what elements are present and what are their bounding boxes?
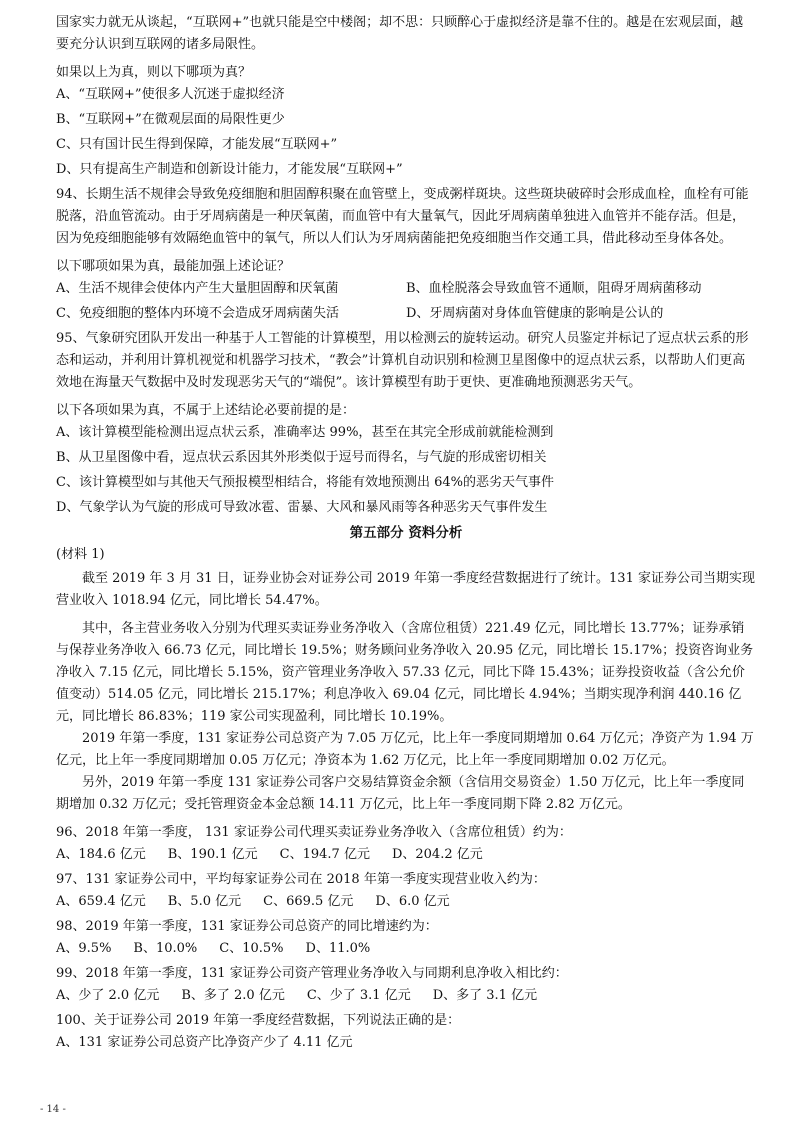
q96-options xyxy=(56,844,756,866)
q97-option-d: D、6.0 亿元 xyxy=(375,894,450,909)
q95-stem: 95、气象研究团队开发出一种基于人工智能的计算模型，用以检测云的旋转运动。研究人员鉴定并标记了逗点状云系的形态和运动，并利用计算机视觉和机器学习技术，“教会”计算机自动识别和检测卫星图像中的逗点状云系，以帮助人们更高效地在海量天气数据中及时发现恶劣天气的“端倪”。该计算模型有助于更快、更准确地预测恶劣天气。 xyxy=(56,331,749,390)
q95-option-d: D、气象学认为气旋的形成可导致冰雹、雷暴、大风和暴风雨等各种恶劣天气事件发生 xyxy=(56,500,548,515)
q94-stem: 94、长期生活不规律会导致免疫细胞和胆固醇积聚在血管壁上，变成粥样斑块。这些斑块破碎时会形成血栓，血栓有可能脱落，沿血管流动。由于牙周病菌是一种厌氧菌，而血管中有大量氧气，因此牙周病菌单独进入血管并不能存活。但是，因为免疫细胞能够有效隔绝血管中的氧气，所以人们认为牙周病菌能把免疫细胞当作交通工具，借此移动至身体各处。 xyxy=(56,187,749,246)
q99-stem: 99、2018 年第一季度，131 家证券公司资产管理业务净收入与同期利息净收入相比约： xyxy=(56,966,568,981)
q96-option-a: A、184.6 亿元 xyxy=(56,847,146,862)
q98-stem: 98、2019 年第一季度，131 家证券公司总资产的同比增速约为： xyxy=(56,919,438,934)
q98-option-b: B、10.0% xyxy=(133,941,198,956)
q98-option-c: C、10.5% xyxy=(219,941,284,956)
q95-option-c: C、该计算模型如与其他天气预报模型相结合，将能有效地预测出 64%的恶劣天气事件 xyxy=(56,475,554,490)
q93-option-d: D、只有提高生产制造和创新设计能力，才能发展“互联网+” xyxy=(56,162,403,177)
q98-option-a: A、9.5% xyxy=(56,941,112,956)
q94-option-b: B、血栓脱落会导致血管不通顺，阻碍牙周病菌移动 xyxy=(406,281,702,296)
q94-options-row-1 xyxy=(56,278,756,300)
material-paragraph: 另外，2019 年第一季度 131 家证券公司客户交易结算资金余额（含信用交易资金）1.50 万亿元，比上年一季度同期增加 0.32 万亿元；受托管理资金本金总额 14.11 万亿元，比上年一季度同期下降 2.82 万亿元。 xyxy=(56,775,745,812)
page-number: - 14 - xyxy=(40,1104,66,1115)
q99-option-d: D、多了 3.1 亿元 xyxy=(432,988,538,1003)
q100-option-a: A、131 家证券公司总资产比净资产少了 4.11 亿元 xyxy=(56,1035,353,1050)
q96-option-b: B、190.1 亿元 xyxy=(167,847,258,862)
q100-stem: 100、关于证券公司 2019 年第一季度经营数据，下列说法正确的是： xyxy=(56,1013,461,1028)
q99-option-a: A、少了 2.0 亿元 xyxy=(56,988,160,1003)
q93-question: 如果以上为真，则以下哪项为真？ xyxy=(56,65,252,80)
q97-option-c: C、669.5 亿元 xyxy=(263,894,354,909)
q93-option-c: C、只有国计民生得到保障，才能发展“互联网+” xyxy=(56,137,338,152)
q97-options xyxy=(56,891,756,913)
q99-option-b: B、多了 2.0 亿元 xyxy=(181,988,285,1003)
q97-option-a: A、659.4 亿元 xyxy=(56,894,146,909)
material-paragraph: 2019 年第一季度，131 家证券公司总资产为 7.05 万亿元，比上年一季度同期增加 0.64 万亿元；净资产为 1.94 万亿元，比上年一季度同期增加 0.05 万亿元；净资本为 1.62 万亿元，比上年一季度同期增加 0.02 万亿元。 xyxy=(56,731,754,768)
q96-option-c: C、194.7 亿元 xyxy=(279,847,370,862)
q96-option-d: D、204.2 亿元 xyxy=(391,847,483,862)
q94-option-c: C、免疫细胞的整体内环境不会造成牙周病菌失活 xyxy=(56,306,339,321)
q98-options xyxy=(56,938,756,960)
section-title: 第五部分 资料分析 xyxy=(349,525,463,541)
q93-option-b: B、“互联网+”在微观层面的局限性更少 xyxy=(56,112,285,127)
material-label: (材料 1) xyxy=(56,547,105,562)
q98-option-d: D、11.0% xyxy=(305,941,371,956)
q94-question: 以下哪项如果为真，最能加强上述论证？ xyxy=(56,259,291,274)
q95-option-a: A、该计算模型能检测出逗点状云系，准确率达 99%，甚至在其完全形成前就能检测到 xyxy=(56,425,554,440)
material-paragraph: 其中，各主营业务收入分别为代理买卖证券业务净收入（含席位租赁）221.49 亿元，同比增长 13.77%；证券承销与保荐业务净收入 66.73 亿元，同比增长 19.5%；财务顾问业务净收入 20.95 亿元，同比增长 15.17%；投资咨询业务净收入 7.15 亿元，同比增长 5.15%，资产管理业务净收入 57.33 亿元，同比下降 15.43%；证券投资收益（含公允价值变动）514.05 亿元，同比增长 215.17%；利息净收入 69.04 亿元，同比增长 4.94%；当期实现净利润 440.16 亿元，同比增长 86.83%；119 家公司实现盈利，同比增长 10.19%。 xyxy=(56,621,754,724)
document-page xyxy=(56,12,756,1057)
q99-option-c: C、少了 3.1 亿元 xyxy=(306,988,411,1003)
q94-option-d: D、牙周病菌对身体血管健康的影响是公认的 xyxy=(406,306,664,321)
q97-stem: 97、131 家证券公司中，平均每家证券公司在 2018 年第一季度实现营业收入约为： xyxy=(56,872,546,887)
q95-question: 以下各项如果为真，不属于上述结论必要前提的是： xyxy=(56,403,356,418)
q94-options-row-2 xyxy=(56,303,756,325)
q99-options xyxy=(56,985,756,1007)
material-paragraph: 截至 2019 年 3 月 31 日，证券业协会对证券公司 2019 年第一季度经营数据进行了统计。131 家证券公司当期实现营业收入 1018.94 亿元，同比增长 54.47%。 xyxy=(56,571,755,608)
q94-option-a: A、生活不规律会使体内产生大量胆固醇和厌氧菌 xyxy=(56,281,339,296)
q95-option-b: B、从卫星图像中看，逗点状云系因其外形类似于逗号而得名，与气旋的形成密切相关 xyxy=(56,450,547,465)
q93-stem-end: 国家实力就无从谈起，“互联网+”也就只能是空中楼阁；却不思：只顾醉心于虚拟经济是靠不住的。越是在宏观层面，越要充分认识到互联网的诸多局限性。 xyxy=(56,15,744,52)
q93-option-a: A、“互联网+”使很多人沉迷于虚拟经济 xyxy=(56,87,285,102)
q96-stem: 96、2018 年第一季度， 131 家证券公司代理买卖证券业务净收入（含席位租赁）约为： xyxy=(56,825,572,840)
q97-option-b: B、5.0 亿元 xyxy=(167,894,242,909)
